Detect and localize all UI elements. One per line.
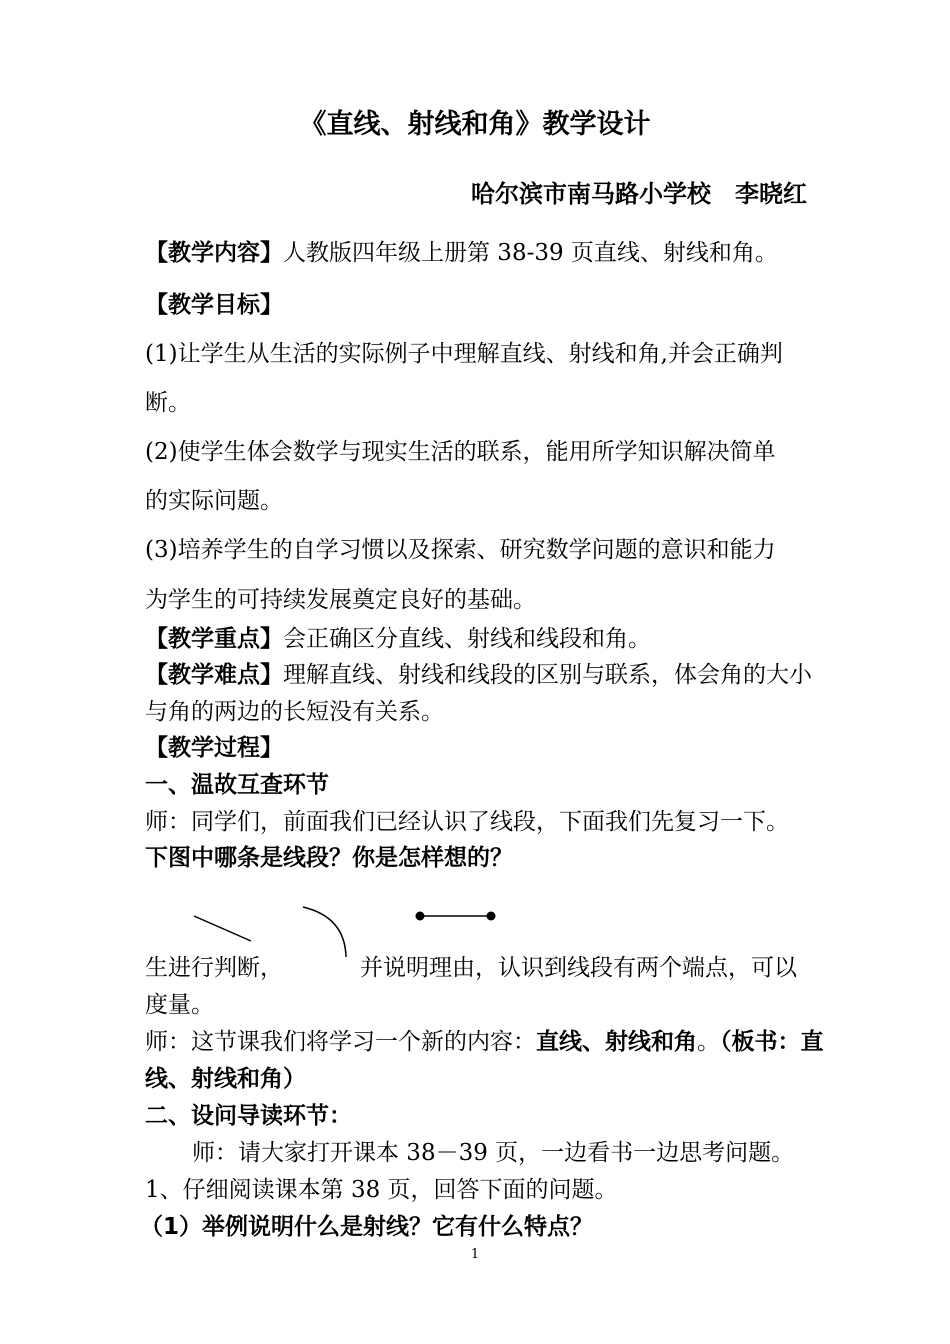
page-number: 1 bbox=[470, 1247, 480, 1262]
key-point-text: 会正确区分直线、射线和线段和角。 bbox=[283, 626, 651, 652]
goal-3-line-1: (3)培养学生的自学习惯以及探索、研究数学问题的意识和能力 bbox=[145, 537, 776, 563]
teacher-intro-text: 师：这节课我们将学习一个新的内容： bbox=[145, 1029, 536, 1055]
teaching-content-text: 人教版四年级上册第 38-39 页直线、射线和角。 bbox=[283, 240, 778, 266]
difficulty-row bbox=[145, 660, 812, 690]
goals-heading: 【教学目标】 bbox=[145, 292, 283, 318]
board-note: （板书：直 bbox=[720, 1029, 824, 1055]
difficulty-label: 【教学难点】 bbox=[145, 662, 283, 688]
student-judgment-line-2: 度量。 bbox=[145, 992, 214, 1018]
difficulty-text-2: 与角的两边的长短没有关系。 bbox=[145, 699, 444, 725]
teacher-intro-period: 。 bbox=[697, 1029, 720, 1055]
board-note-line-2: 线、射线和角） bbox=[145, 1066, 306, 1092]
segment-endpoint-right bbox=[487, 912, 496, 921]
process-heading: 【教学过程】 bbox=[145, 735, 283, 761]
reading-item-1: 1、仔细阅读课本第 38 页，回答下面的问题。 bbox=[145, 1177, 618, 1203]
document-title: 《直线、射线和角》教学设计 bbox=[299, 109, 651, 140]
teacher-intro-topic: 直线、射线和角 bbox=[536, 1029, 697, 1055]
ray-question: （1）举例说明什么是射线？它有什么特点？ bbox=[140, 1214, 594, 1240]
goal-1-line-1: (1)让学生从生活的实际例子中理解直线、射线和角,并会正确判 bbox=[145, 341, 783, 367]
segment-endpoint-left bbox=[416, 912, 425, 921]
teaching-content-row bbox=[145, 238, 778, 268]
author-line: 哈尔滨市南马路小学校 李晓红 bbox=[471, 180, 807, 208]
teacher-reading-line: 师：请大家打开课本 38－39 页，一边看书一边思考问题。 bbox=[192, 1140, 795, 1166]
key-point-label: 【教学重点】 bbox=[145, 626, 283, 652]
teacher-intro-row bbox=[145, 1027, 824, 1057]
goal-2-line-2: 的实际问题。 bbox=[145, 488, 283, 514]
straight-line-figure bbox=[194, 916, 251, 941]
goal-1-line-2: 断。 bbox=[145, 390, 191, 416]
student-judgment-end: 并说明理由，认识到线段有两个端点，可以 bbox=[360, 955, 797, 981]
section-2-heading: 二、设问导读环节： bbox=[145, 1103, 352, 1129]
difficulty-text-1: 理解直线、射线和线段的区别与联系，体会角的大小 bbox=[283, 662, 812, 688]
student-judgment-start: 生进行判断， bbox=[145, 955, 283, 981]
goal-2-line-1: (2)使学生体会数学与现实生活的联系，能用所学知识解决简单 bbox=[145, 439, 776, 465]
segment-question: 下图中哪条是线段？你是怎样想的？ bbox=[145, 845, 513, 871]
teaching-content-label: 【教学内容】 bbox=[145, 240, 283, 266]
goal-3-line-2: 为学生的可持续发展奠定良好的基础。 bbox=[145, 587, 536, 613]
section-1-heading: 一、温故互查环节 bbox=[145, 772, 329, 798]
key-point-row bbox=[145, 624, 651, 654]
curved-line-figure bbox=[303, 907, 346, 957]
teacher-review-line: 师：同学们，前面我们已经认识了线段，下面我们先复习一下。 bbox=[145, 809, 789, 835]
